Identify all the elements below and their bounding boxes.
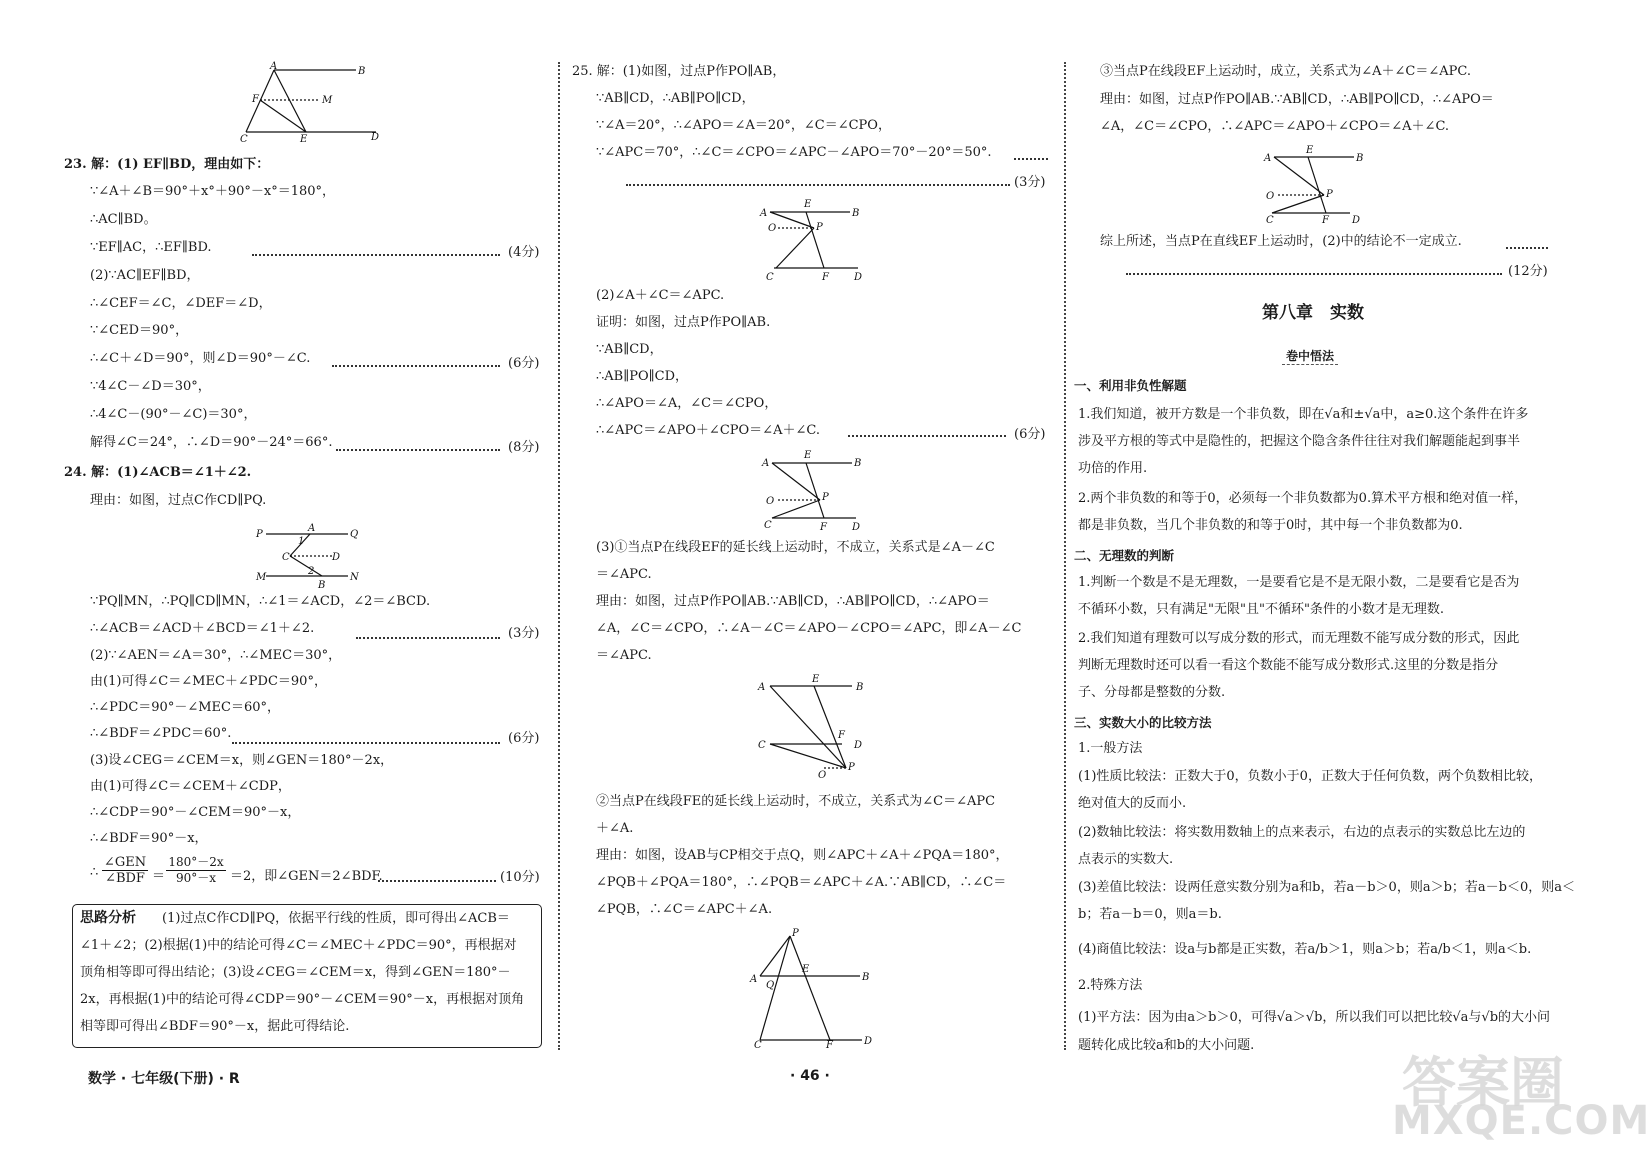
q24-line: (2)∵∠AEN＝∠A＝30°，∴∠MEC＝30°， (90, 648, 342, 663)
q23-line: ∴AC∥BD。 (90, 212, 157, 227)
svg-text:P: P (1326, 189, 1333, 200)
svg-text:Q: Q (766, 980, 775, 991)
q24-line: 理由：如图，过点C作CD∥PQ. (90, 493, 267, 508)
q25-line: ＝∠APC. (596, 567, 652, 582)
svg-text:P: P (816, 222, 823, 233)
section-line: 判断无理数时还可以看一看这个数能不能写成分数形式.这里的分数是指分 (1078, 658, 1499, 673)
book-footer: 数学 · 七年级(下册) · R (88, 1071, 240, 1087)
svg-text:B: B (854, 458, 862, 469)
svg-text:C: C (766, 272, 774, 283)
score-leader (848, 435, 1006, 437)
q25-line: ∴∠APC＝∠APO＋∠CPO＝∠A＋∠C. (596, 423, 820, 438)
page-number: · 46 · (790, 1068, 830, 1084)
svg-text:P: P (848, 762, 855, 773)
q24-line: (3)设∠CEG＝∠CEM＝x，则∠GEN＝180°－2x， (90, 753, 394, 768)
svg-text:C: C (282, 552, 290, 563)
section-line: 2.两个非负数的和等于0，必须每一个非负数都为0.算术平方根和绝对值一样， (1078, 491, 1528, 506)
q25-line: ＝∠APC. (596, 648, 652, 663)
score-label: (12分) (1508, 264, 1548, 279)
analysis-line: 顶角相等即可得出结论；(3)设∠CEG＝∠CEM＝x，得到∠GEN＝180°－ (80, 965, 511, 980)
svg-text:A: A (762, 458, 770, 469)
svg-text:F: F (820, 522, 827, 533)
svg-text:D: D (332, 552, 341, 563)
figure-25-1 (758, 198, 878, 282)
q25-line: ∠A，∠C＝∠CPO，∴∠A－∠C＝∠APO－∠CPO＝∠APC，即∠A－∠C (596, 621, 1022, 636)
svg-text:B: B (1356, 153, 1364, 164)
svg-text:F: F (1322, 215, 1329, 226)
section-banner: 卷中悟法 (1282, 347, 1338, 365)
svg-text:D: D (854, 740, 863, 751)
svg-text:D: D (854, 272, 863, 283)
section-line: (3)差值比较法：设两任意实数分别为a和b，若a－b＞0，则a＞b；若a－b＜0，则a＜ (1078, 880, 1575, 895)
section-line: (1)平方法：因为由a＞b＞0，可得√a＞√b，所以我们可以把比较√a与√b的大小问 (1078, 1010, 1551, 1025)
svg-text:E: E (804, 199, 812, 210)
q25-line: ∴∠APO＝∠A，∠C＝∠CPO， (596, 396, 778, 411)
q25-line: 理由：如图，过点P作PO∥AB.∵AB∥CD，∴AB∥PO∥CD，∴∠APO＝ (596, 594, 990, 609)
score-leader (336, 449, 500, 451)
section-line: 子、分母都是整数的分数. (1078, 685, 1226, 700)
q25-line: ＋∠A. (596, 821, 634, 836)
watermark-logo: 答案圈 (1402, 1051, 1564, 1114)
score-leader (1506, 247, 1548, 249)
q25-line: ∵∠A＝20°，∴∠APO＝∠A＝20°，∠C＝∠CPO， (596, 118, 891, 133)
section-line: (2)数轴比较法：将实数用数轴上的点来表示，右边的点表示的实数总比左边的 (1078, 825, 1526, 840)
column-divider (1064, 62, 1066, 1050)
fraction-rhs-num: 180°－2x (166, 855, 226, 871)
svg-text:O: O (768, 223, 777, 234)
svg-text:O: O (766, 496, 775, 507)
fraction-lhs-den: ∠BDF (105, 871, 145, 886)
section-line: (1)性质比较法：正数大于0，负数小于0，正数大于任何负数，两个负数相比较， (1078, 769, 1542, 784)
svg-text:1: 1 (298, 536, 305, 547)
score-label: (3分) (1014, 175, 1046, 190)
q25-line: ∵AB∥CD，∴AB∥PO∥CD， (596, 91, 755, 106)
q24-line: ∴∠BDF＝90°－x， (90, 831, 208, 846)
analysis-line: 相等即可得出∠BDF＝90°－x，据此可得结论. (80, 1019, 350, 1034)
score-label: (4分) (508, 245, 540, 260)
svg-text:O: O (1266, 191, 1275, 202)
section-heading: 二、无理数的判断 (1074, 548, 1175, 563)
section-line: 1.一般方法 (1078, 741, 1143, 756)
q23-line: ∴∠C＋∠D＝90°，则∠D＝90°－∠C. (90, 351, 311, 366)
fraction-tail: ＝2，即∠GEN＝2∠BDF. (230, 869, 383, 884)
q24-line: 由(1)可得∠C＝∠CEM＋∠CDP， (90, 779, 291, 794)
section-line: 1.判断一个数是不是无理数，一是要看它是不是无限小数，二是要看它是否为 (1078, 575, 1520, 590)
svg-text:F: F (838, 730, 845, 741)
q25-line: 25. 解：(1)如图，过点P作PO∥AB， (572, 64, 786, 79)
right-line: 理由：如图，过点P作PO∥AB.∵AB∥CD，∴AB∥PO∥CD，∴∠APO＝ (1100, 92, 1494, 107)
q24-line: ∴∠ACB＝∠ACD＋∠BCD＝∠1＋∠2. (90, 621, 315, 636)
q23-line: ∴4∠C－(90°－∠C)＝30°， (90, 407, 257, 422)
svg-text:C: C (1266, 215, 1274, 226)
svg-text:D: D (864, 1036, 873, 1047)
q23-line: ∵EF∥AC，∴EF∥BD. (90, 240, 212, 255)
fraction-rhs-den: 90°－x (175, 871, 217, 885)
svg-text:F: F (252, 94, 259, 105)
score-leader (232, 742, 500, 744)
svg-text:O: O (818, 770, 827, 781)
svg-text:C: C (754, 1040, 762, 1051)
column-divider (558, 62, 560, 1050)
svg-text:A: A (270, 61, 278, 72)
figure-23 (236, 61, 386, 145)
svg-text:N: N (350, 572, 359, 583)
q23-line: ∴∠CEF＝∠C，∠DEF＝∠D， (90, 296, 272, 311)
svg-text:B: B (856, 682, 864, 693)
score-label: (10分) (500, 870, 540, 885)
right-line: ∠A，∠C＝∠CPO，∴∠APC＝∠APO＋∠CPO＝∠A＋∠C. (1100, 119, 1450, 134)
score-leader (332, 365, 500, 367)
section-line: 功倍的作用. (1078, 461, 1148, 476)
q25-line: ∵∠APC＝70°，∴∠C＝∠CPO＝∠APC－∠APO＝70°－20°＝50°. (596, 145, 992, 160)
svg-text:A: A (750, 974, 758, 985)
svg-text:P: P (792, 928, 799, 939)
score-label: (6分) (508, 356, 540, 371)
section-line: 2.特殊方法 (1078, 978, 1143, 993)
figure-25-3 (754, 672, 874, 782)
q24-line: ∵PQ∥MN，∴PQ∥CD∥MN，∴∠1＝∠ACD，∠2＝∠BCD. (90, 594, 431, 609)
svg-text:B: B (318, 580, 326, 591)
svg-text:M: M (256, 572, 267, 583)
section-line: 都是非负数，当几个非负数的和等于0时，其中每一个非负数都为0. (1078, 518, 1463, 533)
svg-text:D: D (852, 522, 861, 533)
svg-text:F: F (822, 272, 829, 283)
section-line: 绝对值大的反而小. (1078, 796, 1187, 811)
figure-25-4 (748, 926, 878, 1051)
section-line: 点表示的实数大. (1078, 852, 1174, 867)
analysis-line: 2x，再根据(1)中的结论可得∠CDP＝90°－∠CEM＝90°－x，再根据对顶角 (80, 992, 525, 1007)
section-line: 不循环小数，只有满足"无限"且"不循环"条件的小数才是无理数. (1078, 602, 1445, 617)
section-line: (4)商值比较法：设a与b都是正实数，若a/b＞1，则a＞b；若a/b＜1，则a＜b. (1078, 942, 1532, 957)
q23-line: 23. 解：(1) EF∥BD，理由如下： (64, 157, 270, 172)
figure-25-5 (1260, 145, 1380, 229)
q23-line: 解得∠C＝24°，∴∠D＝90°－24°＝66°. (90, 435, 333, 450)
section-line: 1.我们知道，被开方数是一个非负数，即在√a和±√a中，a≥0.这个条件在许多 (1078, 407, 1529, 422)
q24-line: 由(1)可得∠C＝∠MEC＋∠PDC＝90°， (90, 674, 327, 689)
section-line: 2.我们知道有理数可以写成分数的形式，而无理数不能写成分数的形式，因此 (1078, 631, 1520, 646)
q23-line: ∵∠CED＝90°， (90, 323, 189, 338)
score-leader (252, 254, 500, 256)
svg-text:2: 2 (308, 566, 315, 577)
q24-line: ∴∠CDP＝90°－∠CEM＝90°－x， (90, 805, 301, 820)
svg-text:A: A (758, 682, 766, 693)
watermark-site: MXQE.COM (1392, 1098, 1650, 1144)
section-line: b；若a－b＝0，则a＝b. (1078, 907, 1222, 922)
svg-text:M: M (322, 95, 333, 106)
fraction-lhs-num: ∠GEN (103, 855, 147, 870)
score-label: (8分) (508, 440, 540, 455)
q25-line: (2)∠A＋∠C＝∠APC. (596, 288, 725, 303)
svg-text:D: D (371, 132, 380, 143)
svg-text:E: E (802, 964, 810, 975)
q24-line: ∴∠PDC＝90°－∠MEC＝60°， (90, 700, 281, 715)
analysis-line: ∠1＋∠2；(2)根据(1)中的结论可得∠C＝∠MEC＋∠PDC＝90°，再根据对 (80, 938, 517, 953)
svg-text:C: C (240, 134, 248, 145)
svg-text:P: P (822, 492, 829, 503)
q23-line: ∵4∠C－∠D＝30°， (90, 379, 211, 394)
right-conclusion: 综上所述，当点P在直线EF上运动时，(2)中的结论不一定成立. (1100, 234, 1462, 249)
q25-line: ∠PQB，∴∠C＝∠APC＋∠A. (596, 902, 773, 917)
svg-text:B: B (358, 66, 366, 77)
q25-line: ∴AB∥PO∥CD， (596, 369, 688, 384)
q23-line: ∵∠A＋∠B＝90°＋x°＋90°－x°＝180°， (90, 184, 336, 199)
q24-line: 24. 解：(1)∠ACB＝∠1＋∠2. (64, 465, 252, 480)
svg-text:Q: Q (350, 529, 359, 540)
section-line: 涉及平方根的等式中是隐性的，把握这个隐含条件往往对我们解题能起到事半 (1078, 434, 1521, 449)
section-heading: 三、实数大小的比较方法 (1074, 715, 1212, 730)
svg-text:D: D (1352, 215, 1361, 226)
score-label: (6分) (1014, 427, 1046, 442)
svg-text:E: E (812, 674, 820, 685)
q25-line: ∵AB∥CD， (596, 342, 663, 357)
figure-24 (252, 522, 372, 592)
q25-line: ∠PQB＋∠PQA＝180°，∴∠PQB＝∠APC＋∠A.∵AB∥CD，∴∠C＝ (596, 875, 1007, 890)
score-leader (356, 637, 500, 639)
svg-text:B: B (862, 972, 870, 983)
svg-text:E: E (1306, 145, 1314, 156)
svg-text:E: E (804, 450, 812, 461)
score-label: (3分) (508, 626, 540, 641)
svg-text:P: P (256, 529, 263, 540)
svg-text:F: F (826, 1040, 833, 1051)
q25-line: ②当点P在线段FE的延长线上运动时，不成立，关系式为∠C＝∠APC (596, 794, 996, 809)
svg-text:C: C (764, 520, 772, 531)
svg-text:C: C (758, 740, 766, 751)
chapter-title: 第八章 实数 (1262, 303, 1364, 323)
section-line: 题转化成比较a和b的大小问题. (1078, 1038, 1255, 1053)
svg-text:A: A (760, 208, 768, 219)
right-line: ③当点P在线段EF上运动时，成立，关系式为∠A＋∠C＝∠APC. (1100, 64, 1472, 79)
score-leader (378, 880, 496, 882)
score-label: (6分) (508, 731, 540, 746)
section-heading: 一、利用非负性解题 (1074, 378, 1187, 393)
q25-line: 理由：如图，设AB与CP相交于点Q，则∠APC＋∠A＋∠PQA＝180°， (596, 848, 1009, 863)
figure-25-2 (758, 448, 878, 534)
q23-line: (2)∵AC∥EF∥BD， (90, 268, 200, 283)
analysis-title: 思路分析 (80, 910, 136, 926)
svg-text:E: E (300, 134, 308, 145)
score-leader (1014, 158, 1048, 160)
svg-text:B: B (852, 208, 860, 219)
svg-text:A: A (1264, 153, 1272, 164)
q24-line: ∴∠BDF＝∠PDC＝60°. (90, 726, 232, 741)
score-leader (1126, 273, 1502, 275)
analysis-line: (1)过点C作CD∥PQ，依据平行线的性质，即可得出∠ACB＝ (162, 911, 510, 926)
q25-line: (3)①当点P在线段EF的延长线上运动时，不成立，关系式是∠A－∠C (596, 540, 995, 555)
q25-line: 证明：如图，过点P作PO∥AB. (596, 315, 771, 330)
svg-text:A: A (308, 523, 316, 534)
score-leader (626, 184, 1010, 186)
